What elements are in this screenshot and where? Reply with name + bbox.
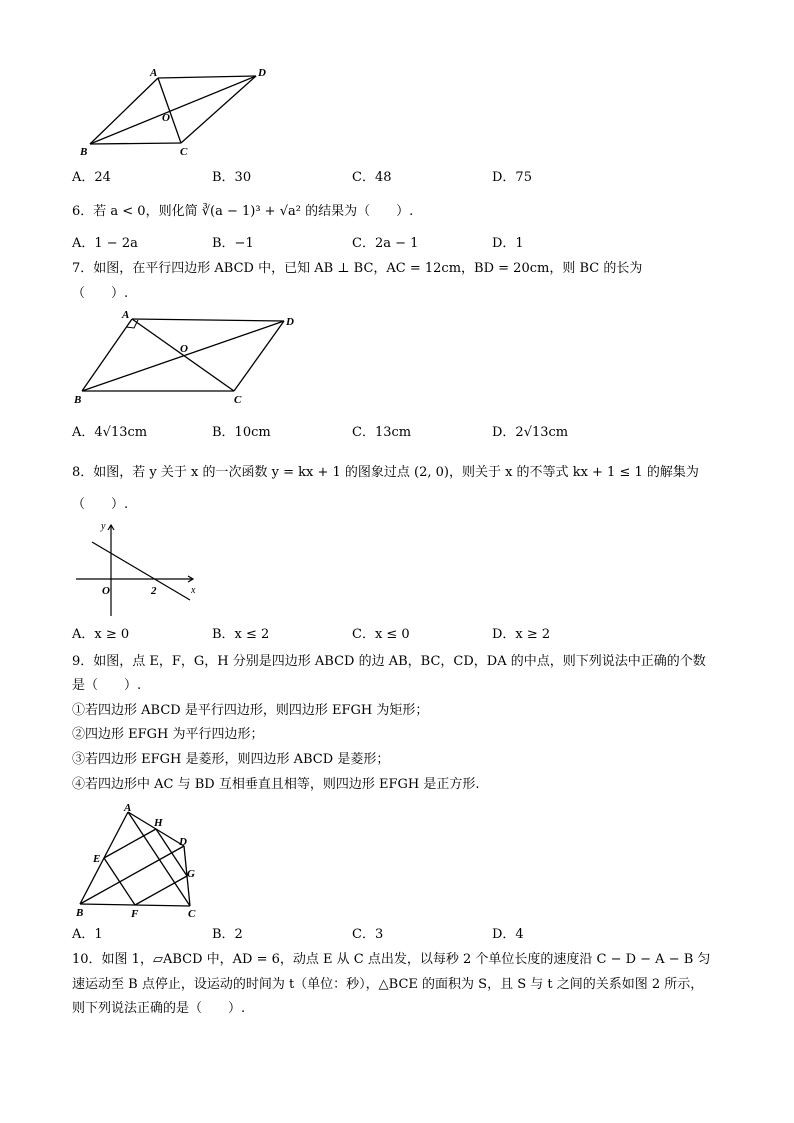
q7-label-d: D (286, 316, 294, 328)
q7-diagonal-bd (82, 321, 284, 391)
q7-option-b[interactable]: B．10cm (212, 425, 271, 440)
q9-label-d: D (179, 836, 187, 848)
q9-stem-line1: 9．如图，点 E，F，G，H 分别是四边形 ABCD 的边 AB，BC，CD，DA 的中点，则下列说法中正确的个数 (72, 654, 706, 669)
q8-label-origin: O (102, 585, 110, 597)
q8-stem-line1: 8．如图，若 y 关于 x 的一次函数 y = kx + 1 的图象过点 (2, 0)，则关于 x 的不等式 kx + 1 ≤ 1 的解集为 (72, 465, 699, 480)
q5-side-ad (158, 76, 256, 78)
q7-figure (68, 305, 308, 410)
q9-segment-fe (104, 858, 135, 905)
q5-diagonal-bd (90, 76, 256, 144)
q8-label-x: x (191, 585, 196, 596)
q8-label-y: y (101, 521, 106, 532)
q9-stem-line2: 是（ ）. (72, 678, 142, 693)
q6-option-a[interactable]: A．1 − 2a (72, 236, 138, 251)
q9-statement-3: ③若四边形 EFGH 是菱形，则四边形 ABCD 是菱形； (72, 752, 390, 767)
q9-label-e: E (93, 853, 101, 865)
q9-label-b: B (76, 907, 84, 919)
q8-stem-line2: （ ）. (72, 497, 129, 512)
q6-stem: 6．若 a < 0，则化简 ∛(a − 1)³ + √a² 的结果为（ ）. (72, 204, 414, 219)
q9-figure-svg (70, 800, 210, 920)
q5-side-ba (90, 78, 158, 144)
q9-option-a[interactable]: A．1 (72, 927, 103, 942)
q7-stem-line2: （ ）. (72, 286, 129, 301)
q5-label-b: B (80, 146, 88, 158)
q7-side-ad (132, 319, 284, 321)
q6-option-d[interactable]: D．1 (492, 236, 524, 251)
q8-option-d[interactable]: D．x ≥ 2 (492, 627, 551, 642)
q6-option-b[interactable]: B．−1 (212, 236, 254, 251)
q7-option-c[interactable]: C．13cm (352, 425, 412, 440)
q7-figure-svg (68, 305, 308, 410)
q5-figure (70, 62, 280, 162)
q7-stem-line1: 7．如图，在平行四边形 ABCD 中，已知 AB ⊥ BC，AC = 12cm，BD = 20cm，则 BC 的长为 (72, 261, 643, 276)
q5-side-dc (181, 76, 256, 143)
q5-figure-svg (70, 62, 280, 162)
q9-statement-4: ④若四边形中 AC 与 BD 互相垂直且相等，则四边形 EFGH 是正方形. (72, 777, 480, 792)
q9-statement-2: ②四边形 EFGH 为平行四边形； (72, 727, 264, 742)
q9-label-h: H (154, 817, 163, 829)
q9-option-c[interactable]: C．3 (352, 927, 384, 942)
q7-diagonal-ac (132, 319, 234, 391)
q8-option-a[interactable]: A．x ≥ 0 (72, 627, 130, 642)
q5-label-a: A (150, 67, 158, 79)
q8-figure-svg (72, 518, 202, 623)
q9-label-f: F (131, 908, 139, 920)
q8-label-tick-2: 2 (151, 585, 157, 597)
q9-label-c: C (188, 908, 196, 920)
q7-label-c: C (234, 394, 242, 406)
q8-figure (72, 518, 202, 623)
q7-option-d[interactable]: D．2√13cm (492, 425, 569, 440)
q7-label-b: B (74, 394, 82, 406)
q5-option-a[interactable]: A．24 (72, 170, 111, 185)
q8-option-c[interactable]: C．x ≤ 0 (352, 627, 410, 642)
q5-option-c[interactable]: C．48 (352, 170, 392, 185)
q7-side-ba (82, 319, 132, 391)
q9-statement-1: ①若四边形 ABCD 是平行四边形，则四边形 EFGH 为矩形； (72, 703, 429, 718)
q8-option-b[interactable]: B．x ≤ 2 (212, 627, 270, 642)
q10-line3: 则下列说法正确的是（ ）. (72, 1001, 246, 1016)
q5-option-d[interactable]: D．75 (492, 170, 532, 185)
q10-line1: 10．如图 1，▱ABCD 中，AD = 6，动点 E 从 C 点出发，以每秒 2 个单位长度的速度沿 C − D − A − B 匀 (72, 952, 711, 967)
q5-option-b[interactable]: B．30 (212, 170, 252, 185)
q5-side-cb (90, 143, 181, 144)
q6-option-c[interactable]: C．2a − 1 (352, 236, 419, 251)
q5-diagonal-ac (158, 78, 181, 143)
q9-label-a: A (124, 802, 132, 814)
q9-option-b[interactable]: B．2 (212, 927, 243, 942)
q9-figure (70, 800, 210, 920)
q5-label-d: D (258, 67, 266, 79)
q5-label-c: C (180, 146, 188, 158)
q7-side-dc (234, 321, 284, 391)
q7-option-a[interactable]: A．4√13cm (72, 425, 148, 440)
q7-label-a: A (122, 309, 130, 321)
q5-label-o: O (162, 112, 170, 124)
q9-label-g: G (187, 868, 195, 880)
q9-option-d[interactable]: D．4 (492, 927, 524, 942)
q7-label-o: O (180, 343, 188, 355)
q10-line2: 速运动至 B 点停止，设运动的时间为 t（单位：秒），△BCE 的面积为 S，且 S 与 t 之间的关系如图 2 所示， (72, 977, 704, 992)
